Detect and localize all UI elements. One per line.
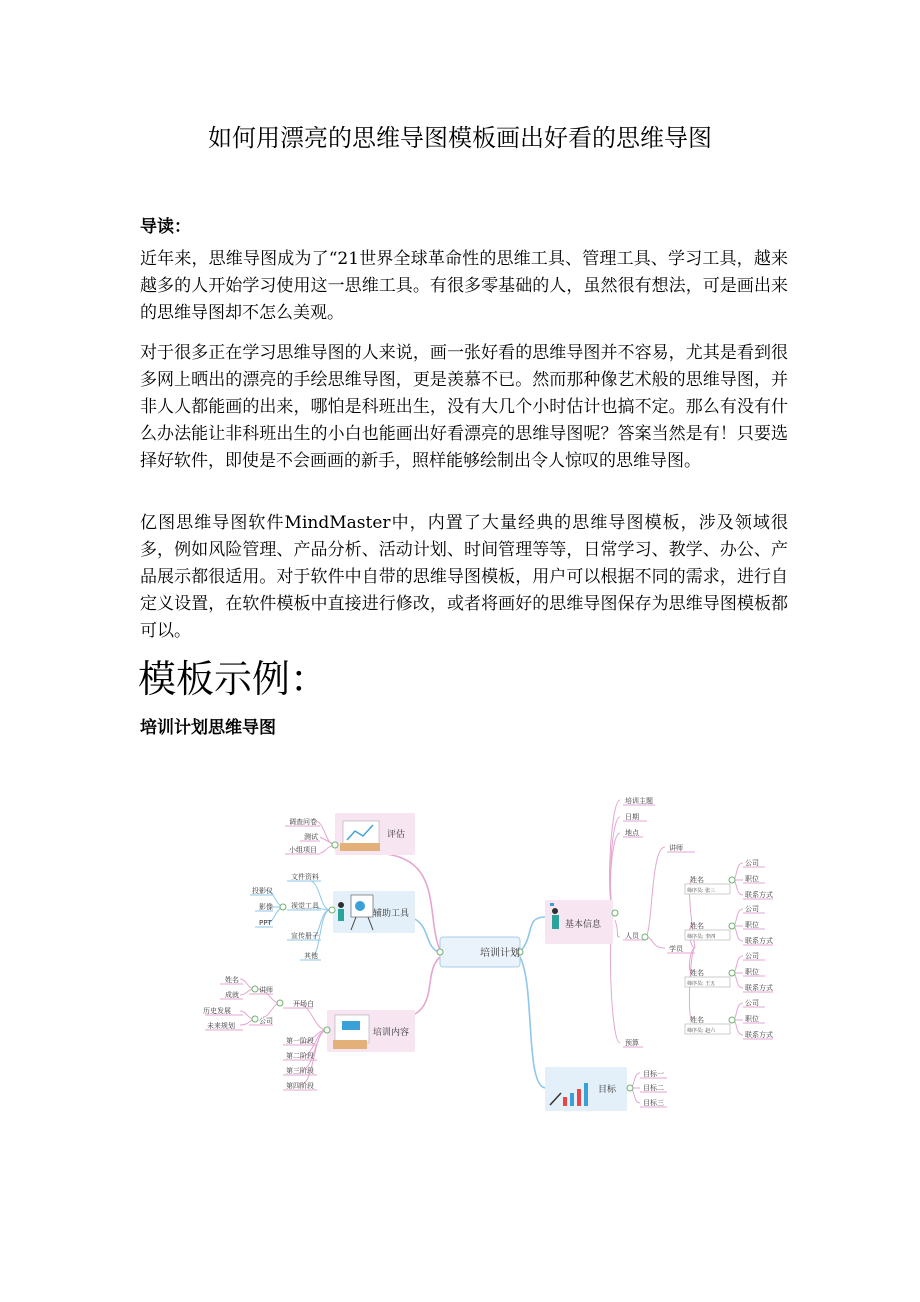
eval-item: 小组项目 [289,846,317,854]
detail-item: 公司 [745,999,759,1007]
detail-item: 公司 [745,952,759,960]
collapse-toggle[interactable] [612,910,618,916]
content-item: 未来规划 [207,1022,235,1030]
content-item: 成就 [225,991,239,999]
info-item: 人员 [625,932,639,940]
tools-label: 辅助工具 [373,909,410,919]
mindmap-center-label: 培训计划 [480,948,520,959]
visual-item: PPT [259,919,272,927]
page-title: 如何用漂亮的思维导图模板画出好看的思维导图 [208,124,712,152]
info-item: 地点 [625,829,639,837]
mindmap-subheading: 培训计划思维导图 [140,718,276,738]
tools-item: 文件资料 [291,873,319,881]
tools-item: 宣传册子 [291,932,319,940]
info-item: 培训主题 [625,797,653,805]
name-label: 姓名 [690,876,704,884]
collapse-toggle[interactable] [252,1016,258,1022]
eval-item: 调查问卷 [289,818,317,826]
name-label: 姓名 [690,969,704,977]
visual-item: 投影仪 [252,887,273,895]
collapse-toggle[interactable] [280,904,286,910]
name-label: 姓名 [690,922,704,930]
detail-item: 职位 [745,875,759,883]
collapse-toggle[interactable] [277,1000,283,1006]
collapse-toggle[interactable] [729,923,735,929]
goal-item: 目标二 [643,1084,664,1092]
detail-item: 公司 [745,859,759,867]
stage-item: 第四阶段 [286,1082,314,1090]
content-item: 讲师 [259,986,273,994]
collapse-toggle[interactable] [329,907,335,913]
lead-label: 导读： [140,217,191,237]
info-item: 讲师 [669,844,683,852]
collapse-toggle[interactable] [642,934,648,940]
stage-item: 第一阶段 [286,1037,314,1045]
content-illustration [333,1015,369,1049]
goal-item: 目标三 [643,1099,664,1107]
collapse-toggle[interactable] [324,1027,330,1033]
collapse-toggle[interactable] [437,949,443,955]
detail-item: 职位 [745,968,759,976]
content-label: 培训内容 [373,1028,410,1038]
visual-item: 影像 [259,903,273,911]
content-item: 开场白 [293,1000,314,1008]
goal-item: 目标一 [643,1070,664,1078]
paragraph-difficulty: 对于很多正在学习思维导图的人来说，画一张好看的思维导图并不容易，尤其是看到很多网上晒出的漂亮的手绘思维导图，更是羡慕不已。然而那种像艺术般的思维导图，并非人人都能画的出来，哪怕是科班出生，没有大几个小时估计也搞不定。那么有没有什么办法能让非科班出生的小白也能画出好看漂亮的思维导图呢？答案当然是有！只要选择好软件，即使是不会画画的新手，照样能够绘制出令人惊叹的思维导图。 [140,343,788,471]
note-text: 筛序员: 王五 [687,981,716,987]
name-label: 姓名 [690,1016,704,1024]
content-item: 姓名 [225,976,239,984]
collapse-toggle[interactable] [729,970,735,976]
info-item: 日期 [625,813,639,821]
content-item: 历史发展 [203,1007,231,1015]
collapse-toggle[interactable] [729,1017,735,1023]
note-text: 筛序员: 李四 [687,934,716,940]
info-item: 学员 [669,945,683,953]
stage-item: 第三阶段 [286,1067,314,1075]
detail-item: 联系方式 [745,937,773,945]
paragraph-intro: 近年来，思维导图成为了“21世界全球革命性的思维工具、管理工具、学习工具，越来越多的人开始学习使用这一思维工具。有很多零基础的人，虽然很有想法，可是画出来的思维导图却不怎么美观。 [140,249,788,323]
detail-item: 职位 [745,1015,759,1023]
collapse-toggle[interactable] [627,1085,633,1091]
goals-label: 目标 [598,1085,617,1095]
stage-item: 第二阶段 [286,1052,314,1060]
detail-item: 联系方式 [745,984,773,992]
collapse-toggle[interactable] [332,842,338,848]
info-label: 基本信息 [565,920,602,930]
info-item: 预算 [625,1039,639,1047]
detail-item: 职位 [745,921,759,929]
eval-label: 评估 [387,830,406,840]
collapse-toggle[interactable] [729,877,735,883]
detail-item: 公司 [745,905,759,913]
detail-item: 联系方式 [745,1031,773,1039]
collapse-toggle[interactable] [252,986,258,992]
tools-item: 视觉工具 [291,902,319,910]
paragraph-mindmaster: 亿图思维导图软件MindMaster中，内置了大量经典的思维导图模板，涉及领域很多，例如风险管理、产品分析、活动计划、时间管理等等，日常学习、教学、办公、产品展示都很适用。对于软件中自带的思维导图模板，用户可以根据不同的需求，进行自定义设置，在软件模板中直接进行修改，或者将画好的思维导图保存为思维导图模板都可以。 [140,513,788,641]
eval-item: 测试 [304,833,318,841]
content-item: 公司 [259,1017,273,1025]
eval-illustration [340,821,380,851]
note-text: 筛序员: 张三 [687,888,716,894]
mindmap-figure [195,785,785,1115]
tools-item: 其他 [304,952,318,960]
note-text: 筛序员: 赵六 [687,1028,716,1034]
section-heading: 模板示例： [138,657,329,701]
detail-item: 联系方式 [745,891,773,899]
